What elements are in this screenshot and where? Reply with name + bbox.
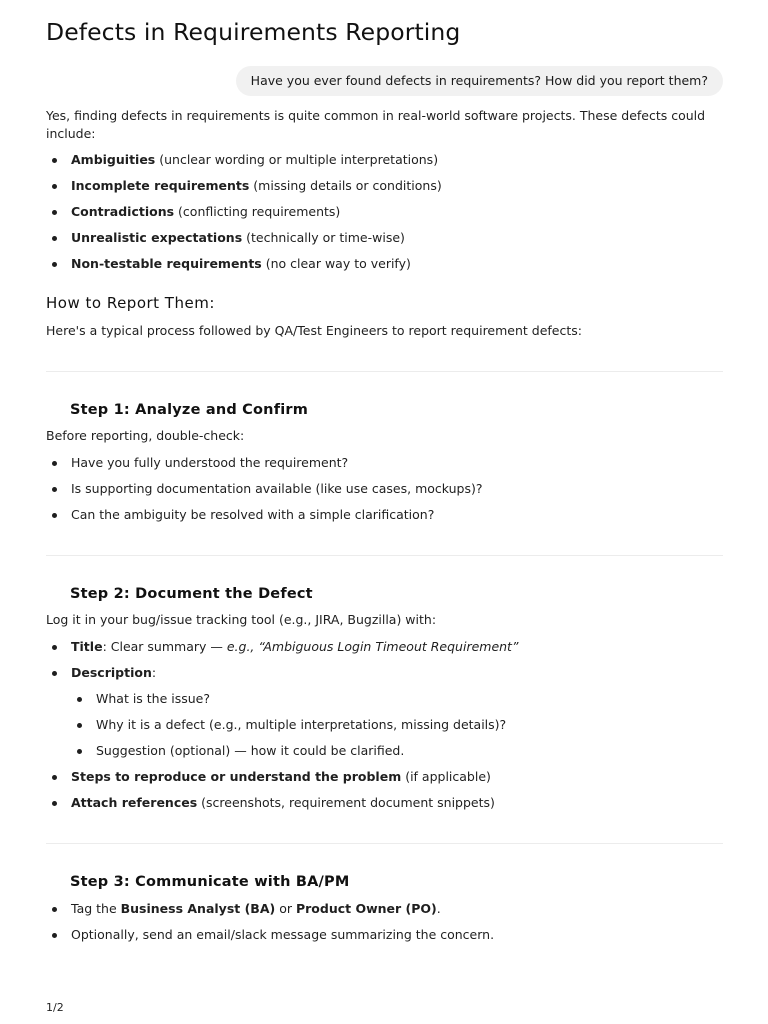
step3-heading: Step 3: Communicate with BA/PM xyxy=(70,874,350,890)
how-to-report-intro: Here's a typical process followed by QA/Test Engineers to report requirement defects: xyxy=(46,323,582,338)
step1-heading: Step 1: Analyze and Confirm xyxy=(70,402,309,418)
step1-intro: Before reporting, double-check: xyxy=(46,428,245,443)
divider xyxy=(46,371,723,372)
list-item: Ambiguities (unclear wording or multiple interpretations) xyxy=(46,151,723,169)
user-question-bubble: Have you ever found defects in requirements? How did you report them? xyxy=(236,66,723,96)
list-item: Tag the Business Analyst (BA) or Product Owner (PO). xyxy=(46,900,723,918)
step2-list xyxy=(46,638,723,812)
page-number: 1/2 xyxy=(46,1001,64,1014)
divider xyxy=(46,555,723,556)
answer-body xyxy=(46,107,723,944)
intro-paragraph: Yes, finding defects in requirements is quite common in real-world software projects. These defects could include: xyxy=(46,108,706,141)
list-item: Attach references (screenshots, requirement document snippets) xyxy=(46,794,723,812)
list-item: Can the ambiguity be resolved with a simple clarification? xyxy=(46,506,723,524)
list-item: Non-testable requirements (no clear way to verify) xyxy=(46,255,723,273)
step2-heading: Step 2: Document the Defect xyxy=(70,586,313,602)
list-item: Steps to reproduce or understand the problem (if applicable) xyxy=(46,768,723,786)
list-item: Incomplete requirements (missing details or conditions) xyxy=(46,177,723,195)
how-to-report-heading: How to Report Them: xyxy=(46,294,215,312)
list-item: Why it is a defect (e.g., multiple interpretations, missing details)? xyxy=(46,716,723,734)
list-item: What is the issue? xyxy=(46,690,723,708)
step2-intro: Log it in your bug/issue tracking tool (e.g., JIRA, Bugzilla) with: xyxy=(46,612,437,627)
divider xyxy=(46,843,723,844)
list-item: Optionally, send an email/slack message summarizing the concern. xyxy=(46,926,723,944)
list-item: Description: xyxy=(46,664,723,682)
page-title: Defects in Requirements Reporting xyxy=(46,18,461,46)
list-item: Title: Clear summary — e.g., “Ambiguous Login Timeout Requirement” xyxy=(46,638,723,656)
list-item: Is supporting documentation available (like use cases, mockups)? xyxy=(46,480,723,498)
step1-list xyxy=(46,454,723,524)
step3-list xyxy=(46,900,723,944)
list-item: Have you fully understood the requirement? xyxy=(46,454,723,472)
list-item: Suggestion (optional) — how it could be clarified. xyxy=(46,742,723,760)
defects-list xyxy=(46,151,723,273)
list-item: Unrealistic expectations (technically or time-wise) xyxy=(46,229,723,247)
list-item: Contradictions (conflicting requirements) xyxy=(46,203,723,221)
